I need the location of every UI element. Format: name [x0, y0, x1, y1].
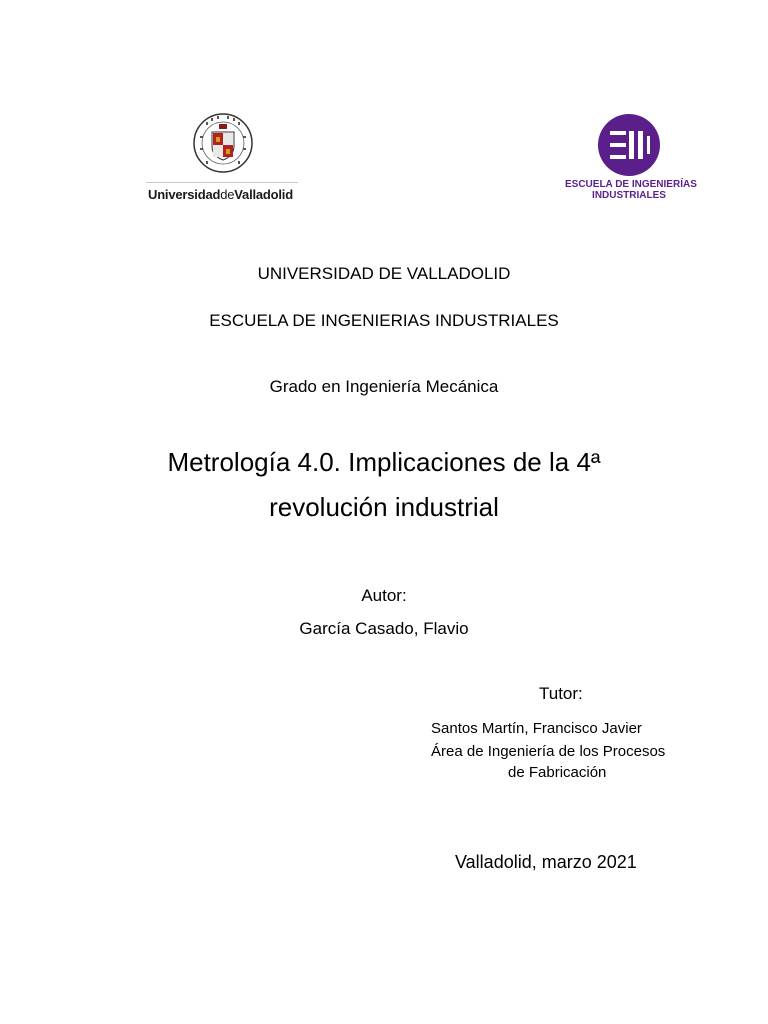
- eii-logo-text-line1: ESCUELA DE INGENIERÍAS: [565, 179, 697, 190]
- tutor-label: Tutor:: [539, 684, 583, 703]
- eii-logo: [565, 112, 705, 204]
- author-label: Autor:: [361, 586, 407, 605]
- uva-wordmark: UniversidaddeValladolid: [148, 187, 293, 202]
- author-name: García Casado, Flavio: [299, 619, 469, 638]
- thesis-title-line-1: Metrología 4.0. Implicaciones de la 4ª: [167, 447, 601, 477]
- thesis-title-line-2: revolución industrial: [269, 492, 499, 522]
- university-seal-icon: [192, 112, 254, 174]
- university-name: UNIVERSIDAD DE VALLADOLID: [257, 264, 511, 283]
- eii-logo-text: [565, 179, 697, 201]
- place-date: Valladolid, marzo 2021: [455, 852, 637, 872]
- uva-logo: [146, 112, 306, 204]
- degree-name: Grado en Ingeniería Mecánica: [269, 377, 499, 396]
- eii-monogram-icon: [598, 114, 660, 176]
- tutor-name: Santos Martín, Francisco Javier: [431, 720, 642, 737]
- school-name: ESCUELA DE INGENIERIAS INDUSTRIALES: [209, 311, 559, 330]
- eii-logo-text-line2: INDUSTRIALES: [592, 190, 666, 201]
- tutor-area-line-1: Área de Ingeniería de los Procesos: [431, 743, 666, 760]
- logo-divider: [146, 182, 298, 183]
- tutor-area-line-2: de Fabricación: [508, 764, 607, 781]
